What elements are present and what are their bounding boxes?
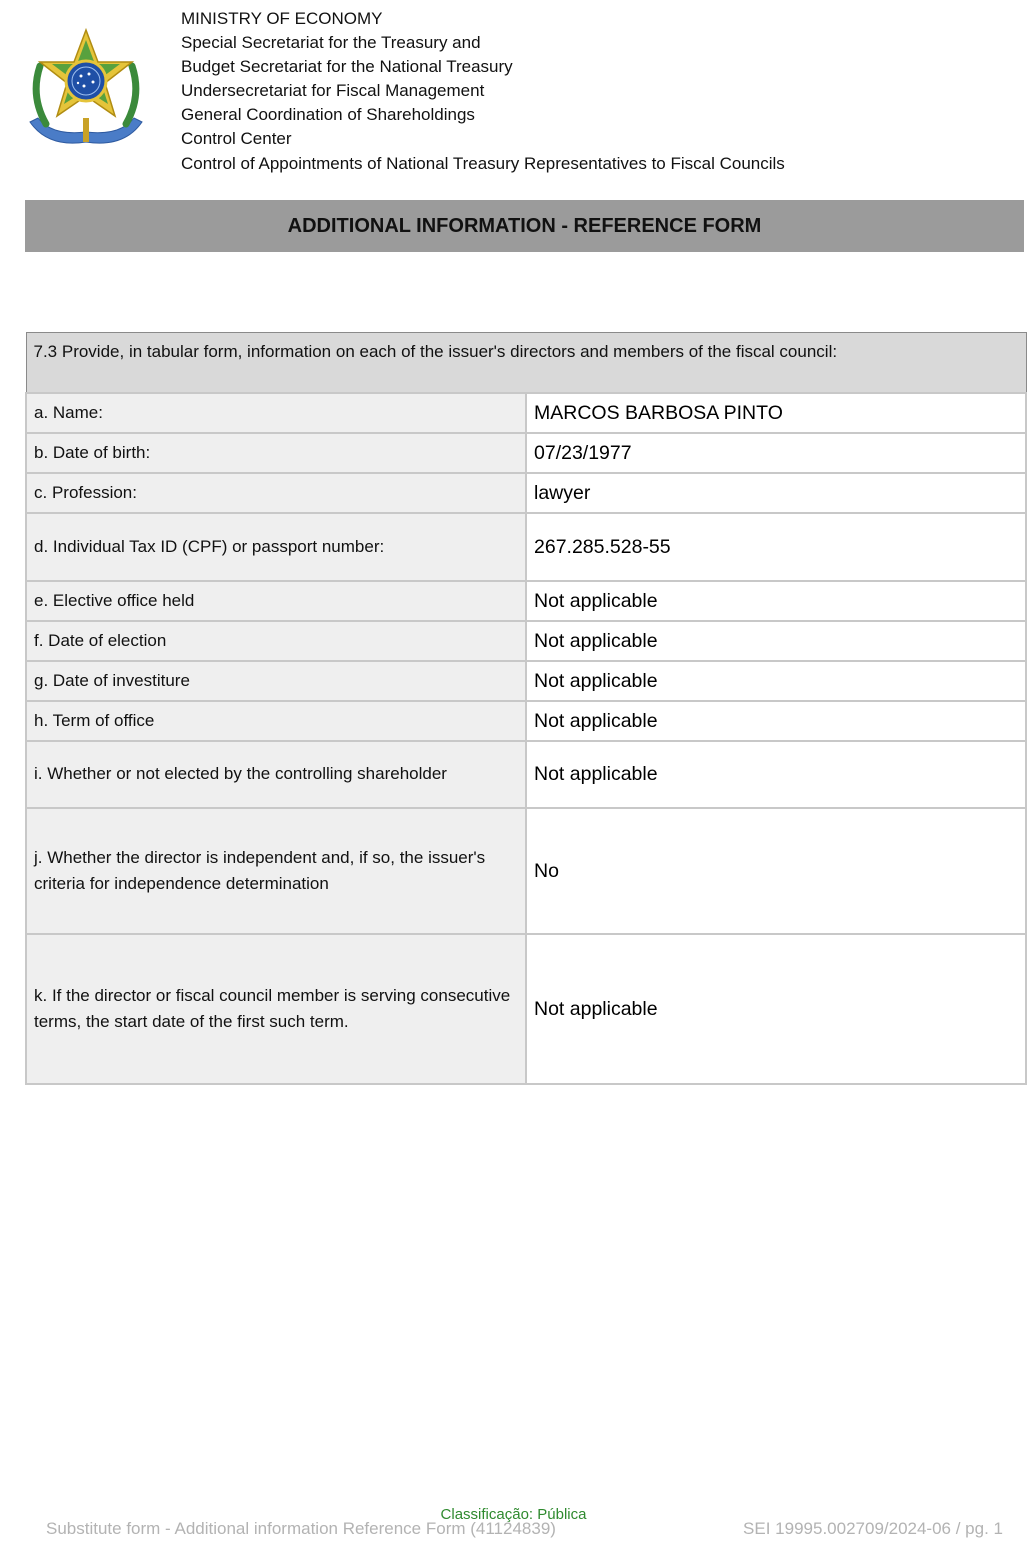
- field-value-profession: lawyer: [526, 473, 1026, 513]
- question-text: 7.3 Provide, in tabular form, information on each of the issuer's directors and members of the fiscal council:: [26, 333, 1026, 394]
- header-line-general-coordination: General Coordination of Shareholdings: [181, 105, 475, 125]
- classification-label: Classificação: Pública: [440, 1506, 587, 1523]
- header-line-control-appointments: Control of Appointments of National Treasury Representatives to Fiscal Councils: [181, 153, 785, 173]
- table-row: [26, 393, 1026, 433]
- field-label-election-date: f. Date of election: [26, 621, 526, 661]
- field-label-consecutive-terms: k. If the director or fiscal council member is serving consecutive terms, the start date of the first such term.: [26, 934, 526, 1084]
- field-label-birth-date: b. Date of birth:: [26, 433, 526, 473]
- field-value-investiture-date: Not applicable: [526, 661, 1026, 701]
- header-line-ministry: MINISTRY OF ECONOMY: [181, 9, 383, 28]
- field-value-name: MARCOS BARBOSA PINTO: [526, 393, 1026, 433]
- table-row: [26, 701, 1026, 741]
- header-line-undersecretariat: Undersecretariat for Fiscal Management: [181, 81, 485, 101]
- field-label-name: a. Name:: [26, 393, 526, 433]
- header-line-budget-secretariat: Budget Secretariat for the National Treasury: [181, 57, 513, 77]
- question-row: [26, 333, 1026, 394]
- table-row: [26, 581, 1026, 621]
- form-title-banner: ADDITIONAL INFORMATION - REFERENCE FORM: [25, 200, 1024, 252]
- field-value-independence: No: [526, 808, 1026, 934]
- field-value-consecutive-terms: Not applicable: [526, 934, 1026, 1084]
- field-label-term-of-office: h. Term of office: [26, 701, 526, 741]
- table-row: [26, 808, 1026, 934]
- table-row: [26, 473, 1026, 513]
- header-line-special-secretariat: Special Secretariat for the Treasury and: [181, 33, 481, 53]
- field-label-elective-office: e. Elective office held: [26, 581, 526, 621]
- field-value-elective-office: Not applicable: [526, 581, 1026, 621]
- page-reference: SEI 19995.002709/2024-06 / pg. 1: [743, 1519, 1003, 1538]
- field-value-election-date: Not applicable: [526, 621, 1026, 661]
- header-line-control-center: Control Center: [181, 129, 292, 149]
- table-row: [26, 934, 1026, 1084]
- ministry-header: [181, 7, 785, 176]
- field-value-elected-by-controller: Not applicable: [526, 741, 1026, 808]
- field-label-profession: c. Profession:: [26, 473, 526, 513]
- field-label-independence: j. Whether the director is independent and, if so, the issuer's criteria for independence determination: [26, 808, 526, 934]
- table-row: [26, 513, 1026, 581]
- field-value-tax-id: 267.285.528-55: [526, 513, 1026, 581]
- field-value-birth-date: 07/23/1977: [526, 433, 1026, 473]
- coat-of-arms-icon: [26, 26, 146, 148]
- document-reference: Substitute form - Additional information Reference Form (41124839): [46, 1519, 556, 1538]
- field-label-elected-by-controller: i. Whether or not elected by the controlling shareholder: [26, 741, 526, 808]
- table-row: [26, 621, 1026, 661]
- field-label-investiture-date: g. Date of investiture: [26, 661, 526, 701]
- reference-form-table: [25, 332, 1027, 1085]
- field-value-term-of-office: Not applicable: [526, 701, 1026, 741]
- table-row: [26, 433, 1026, 473]
- table-row: [26, 661, 1026, 701]
- field-label-tax-id: d. Individual Tax ID (CPF) or passport number:: [26, 513, 526, 581]
- table-row: [26, 741, 1026, 808]
